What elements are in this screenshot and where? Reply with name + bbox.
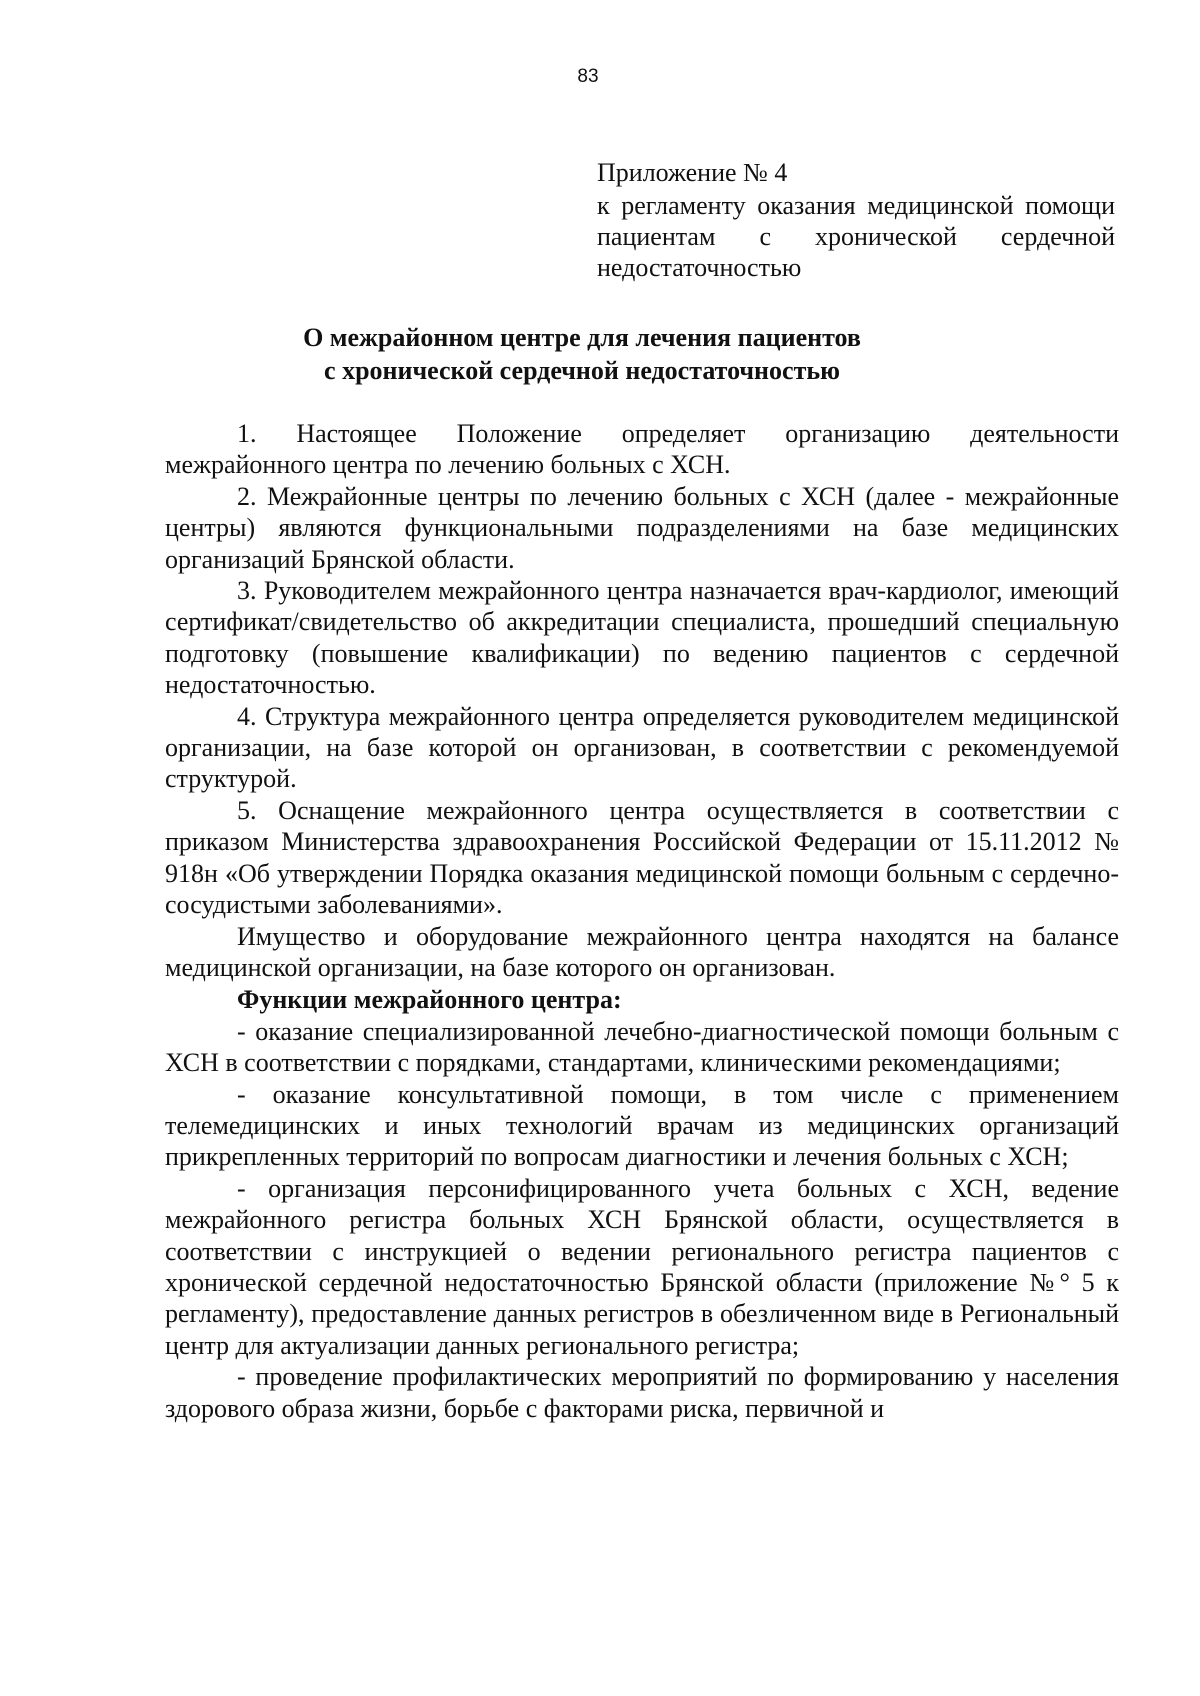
paragraph-4: 4. Структура межрайонного центра определяется руководителем медицинской организации, на базе которой он организован, в соответствии с рекомендуемой структурой. [165, 701, 1119, 794]
title-line-1: О межрайонном центре для лечения пациентов [303, 323, 861, 352]
appendix-block [597, 157, 1115, 283]
function-item-4: - проведение профилактических мероприятий по формированию у населения здорового образа жизни, борьбе с факторами риска, первичной и [165, 1362, 1119, 1423]
paragraph-property: Имущество и оборудование межрайонного центра находятся на балансе медицинской организации, на базе которого он организован. [165, 921, 1119, 982]
page-number: 83 [577, 66, 599, 87]
paragraph-3: 3. Руководителем межрайонного центра назначается врач-кардиолог, имеющий сертификат/свидетельство об аккредитации специалиста, прошедший специальную подготовку (повышение квалификации) по ведению пациентов с сердечной недостаточностью. [165, 576, 1119, 700]
function-item-3: - организация персонифицированного учета больных с ХСН, ведение межрайонного регистра больных ХСН Брянской области, осуществляется в соответствии с инструкцией о ведении регионального регистра пациентов с хронической сердечной недостаточностью Брянской области (приложение №° 5 к регламенту), предоставление данных регистров в обезличенном виде в Региональный центр для актуализации данных регионального регистра; [165, 1173, 1119, 1360]
paragraph-5: 5. Оснащение межрайонного центра осуществляется в соответствии с приказом Министерства здравоохранения Российской Федерации от 15.11.2012 № 918н «Об утверждении Порядка оказания медицинской помощи больным с сердечно-сосудистыми заболеваниями». [165, 795, 1119, 920]
functions-heading: Функции межрайонного центра: [237, 985, 622, 1015]
title-line-2: с хронической сердечной недостаточностью [324, 356, 840, 385]
appendix-number: Приложение № 4 [597, 158, 788, 187]
paragraph-1: 1. Настоящее Положение определяет организацию деятельности межрайонного центра по лечению больных с ХСН. [165, 419, 1119, 480]
appendix-reference: к регламенту оказания медицинской помощи пациентам с хронической сердечной недостаточностью [597, 191, 1115, 282]
function-item-2: - оказание консультативной помощи, в том числе с применением телемедицинских и иных технологий врачам из медицинских организаций прикрепленных территорий по вопросам диагностики и лечения больных с ХСН; [165, 1079, 1119, 1172]
function-item-1: - оказание специализированной лечебно-диагностической помощи больным с ХСН в соответствии с порядками, стандартами, клиническими рекомендациями; [165, 1016, 1119, 1078]
paragraph-2: 2. Межрайонные центры по лечению больных с ХСН (далее - межрайонные центры) являются функциональными подразделениями на базе медицинских организаций Брянской области. [165, 481, 1119, 574]
document-body [165, 418, 1119, 1424]
document-title [0, 321, 1164, 387]
